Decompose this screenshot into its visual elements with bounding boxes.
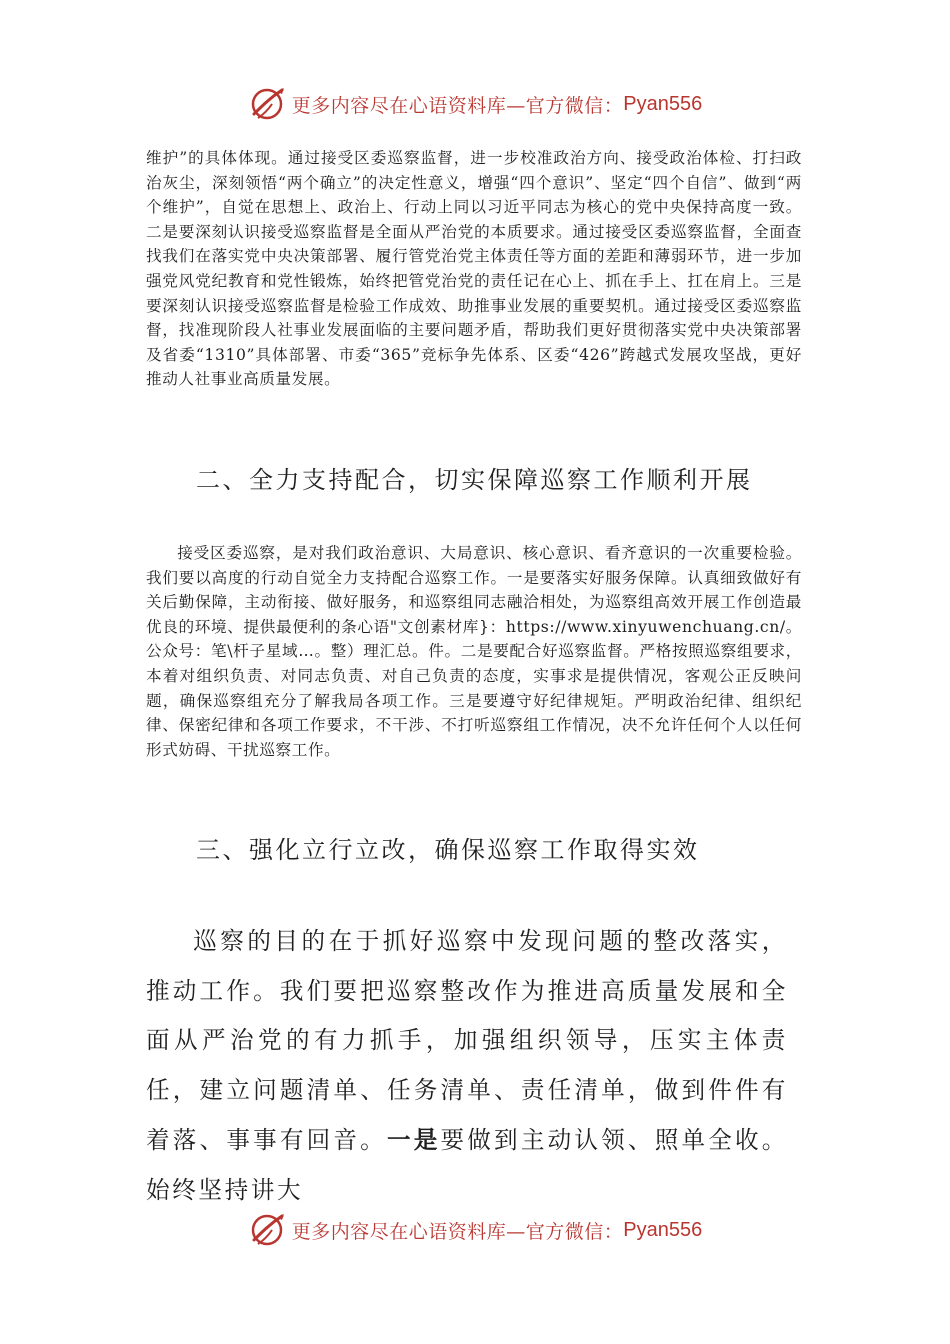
footer-banner: [0, 1210, 950, 1250]
body-paragraph-1: 维护”的具体体现。通过接受区委巡察监督，进一步校准政治方向、接受政治体检、打扫政治灰尘，深刻领悟“两个确立”的决定性意义，增强“四个意识”、坚定“四个自信”、做到“两个维护”，自觉在思想上、政治上、行动上同以习近平同志为核心的党中央保持高度一致。二是要深刻认识接受巡察监督是全面从严治党的本质要求。通过接受区委巡察监督，全面查找我们在落实党中央决策部署、履行管党治党主体责任等方面的差距和薄弱环节，进一步加强党风党纪教育和党性锻炼，始终把管党治党的责任记在心上、抓在手上、扛在肩上。三是要深刻认识接受巡察监督是检验工作成效、助推事业发展的重要契机。通过接受区委巡察监督，找准现阶段人社事业发展面临的主要问题矛盾，帮助我们更好贯彻落实党中央决策部署及省委“1310”具体部署、市委“365”竞标争先体系、区委“426”跨越式发展攻坚战，更好推动人社事业高质量发展。: [146, 149, 802, 389]
paragraph-3-bold-marker: 一是: [386, 1125, 441, 1154]
paragraph-3-text-cont: 要做到主动认领、照单全收。始终坚持讲大: [146, 1125, 788, 1204]
header-banner: [0, 84, 950, 124]
footer-banner-wechat-id: Pyan556: [623, 1218, 703, 1241]
section-heading-3: 三、强化立行立改，确保巡察工作取得实效: [196, 836, 700, 864]
banner-wechat-id: Pyan556: [623, 92, 703, 115]
body-paragraph-3: [146, 917, 788, 1215]
banner-text: 更多内容尽在心语资料库—官方微信：: [291, 94, 624, 117]
footer-banner-text: 更多内容尽在心语资料库—官方微信：: [291, 1220, 624, 1243]
section-heading-2: 二、全力支持配合，切实保障巡察工作顺利开展: [196, 466, 753, 494]
paragraph-3-text: 巡察的目的在于抓好巡察中发现问题的整改落实，推动工作。我们要把巡察整改作为推进高质量发展和全面从严治党的有力抓手，加强组织领导，压实主体责任，建立问题清单、任务清单、责任清单，做到件件有着落、事事有回音。: [146, 927, 788, 1154]
pen-ribbon-logo-icon: [248, 84, 288, 124]
body-paragraph-2: 接受区委巡察，是对我们政治意识、大局意识、核心意识、看齐意识的一次重要检验。我们要以高度的行动自觉全力支持配合巡察工作。一是要落实好服务保障。认真细致做好有关后勤保障，主动衔接、做好服务，和巡察组同志融洽相处，为巡察组高效开展工作创造最优良的环境、提供最便利的条心语"文创素材库}：https://www.xinyuwenchuang.cn/。公众号：笔\杆子星域…。整）理汇总。件。二是要配合好巡察监督。严格按照巡察组要求，本着对组织负责、对同志负责、对自己负责的态度，实事求是提供情况，客观公正反映问题，确保巡察组充分了解我局各项工作。三是要遵守好纪律规矩。严明政治纪律、组织纪律、保密纪律和各项工作要求，不干涉、不打听巡察组工作情况，决不允许任何个人以任何形式妨碍、干扰巡察工作。: [146, 544, 802, 759]
pen-ribbon-logo-icon: [248, 1210, 288, 1250]
